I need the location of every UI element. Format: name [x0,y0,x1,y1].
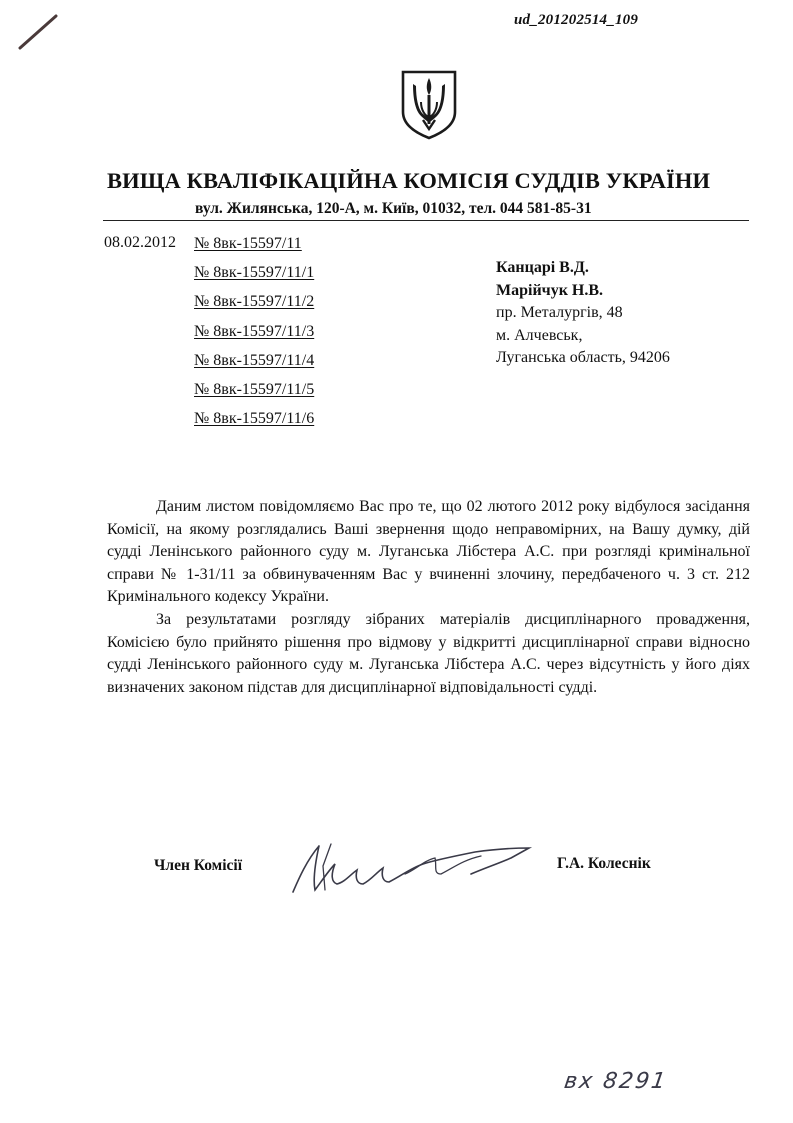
registration-numbers [194,234,314,438]
addressee-street: пр. Металургів, 48 [496,304,623,321]
addressee-region: Луганська область, 94206 [496,349,670,366]
organization-name: ВИЩА КВАЛІФІКАЦІЙНА КОМІСІЯ СУДДІВ УКРАЇНИ [107,168,711,193]
registration-number: № 8вк-15597/11/2 [194,293,315,311]
registration-number: № 8вк-15597/11/1 [194,264,315,282]
registration-number: № 8вк-15597/11/4 [194,351,315,369]
body-paragraph: За результатами розгляду зібраних матеріалів дисциплінарного провадження, Комісією було прийнято рішення про відмову у відкритті дисциплінарної справи відносно судді Ленінського районного суду м. Луганська Лібстера А.С. через відсутність у його діях визначених законом підстав для дисциплінарної відповідальності судді. [107,610,750,696]
organization-address: вул. Жилянська, 120-А, м. Київ, 01032, тел. 044 581-85-31 [195,200,592,217]
addressee-city: м. Алчевськ, [496,326,583,344]
handwritten-note [563,1062,703,1103]
signatory-name: Г.А. Колеснік [557,855,651,872]
registration-number: № 8вк-15597/11 [194,235,302,252]
trident-coat-of-arms-icon [399,68,459,147]
registration-date: 08.02.2012 [104,234,176,251]
pen-mark [18,10,58,55]
addressee-name: Канцарі В.Д. [496,259,589,276]
addressee-block [496,257,670,370]
svg-text:вх 8291: вх 8291 [563,1068,670,1094]
body-paragraph: Даним листом повідомляємо Вас про те, що 02 лютого 2012 року відбулося засідання Комісії, на якому розглядались Ваші звернення щодо неправомірних, на Вашу думку, дій судді Ленінського районного суду м. Луганська Лібстера А.С. при розгляді кримінальної справи № 1-31/11 за обвинуваченням Вас у вчиненні злочину, передбаченого ч. 3 ст. 212 Кримінального кодексу України. [107,498,750,606]
letter-body [107,496,750,699]
header-divider [103,220,749,221]
addressee-name: Марійчук Н.В. [496,281,604,299]
registration-number: № 8вк-15597/11/3 [194,322,315,340]
registration-number: № 8вк-15597/11/5 [194,380,315,398]
signatory-title: Член Комісії [154,857,243,874]
document-id: ud_201202514_109 [514,12,639,28]
registration-number: № 8вк-15597/11/6 [194,410,315,428]
handwritten-signature [285,830,545,905]
